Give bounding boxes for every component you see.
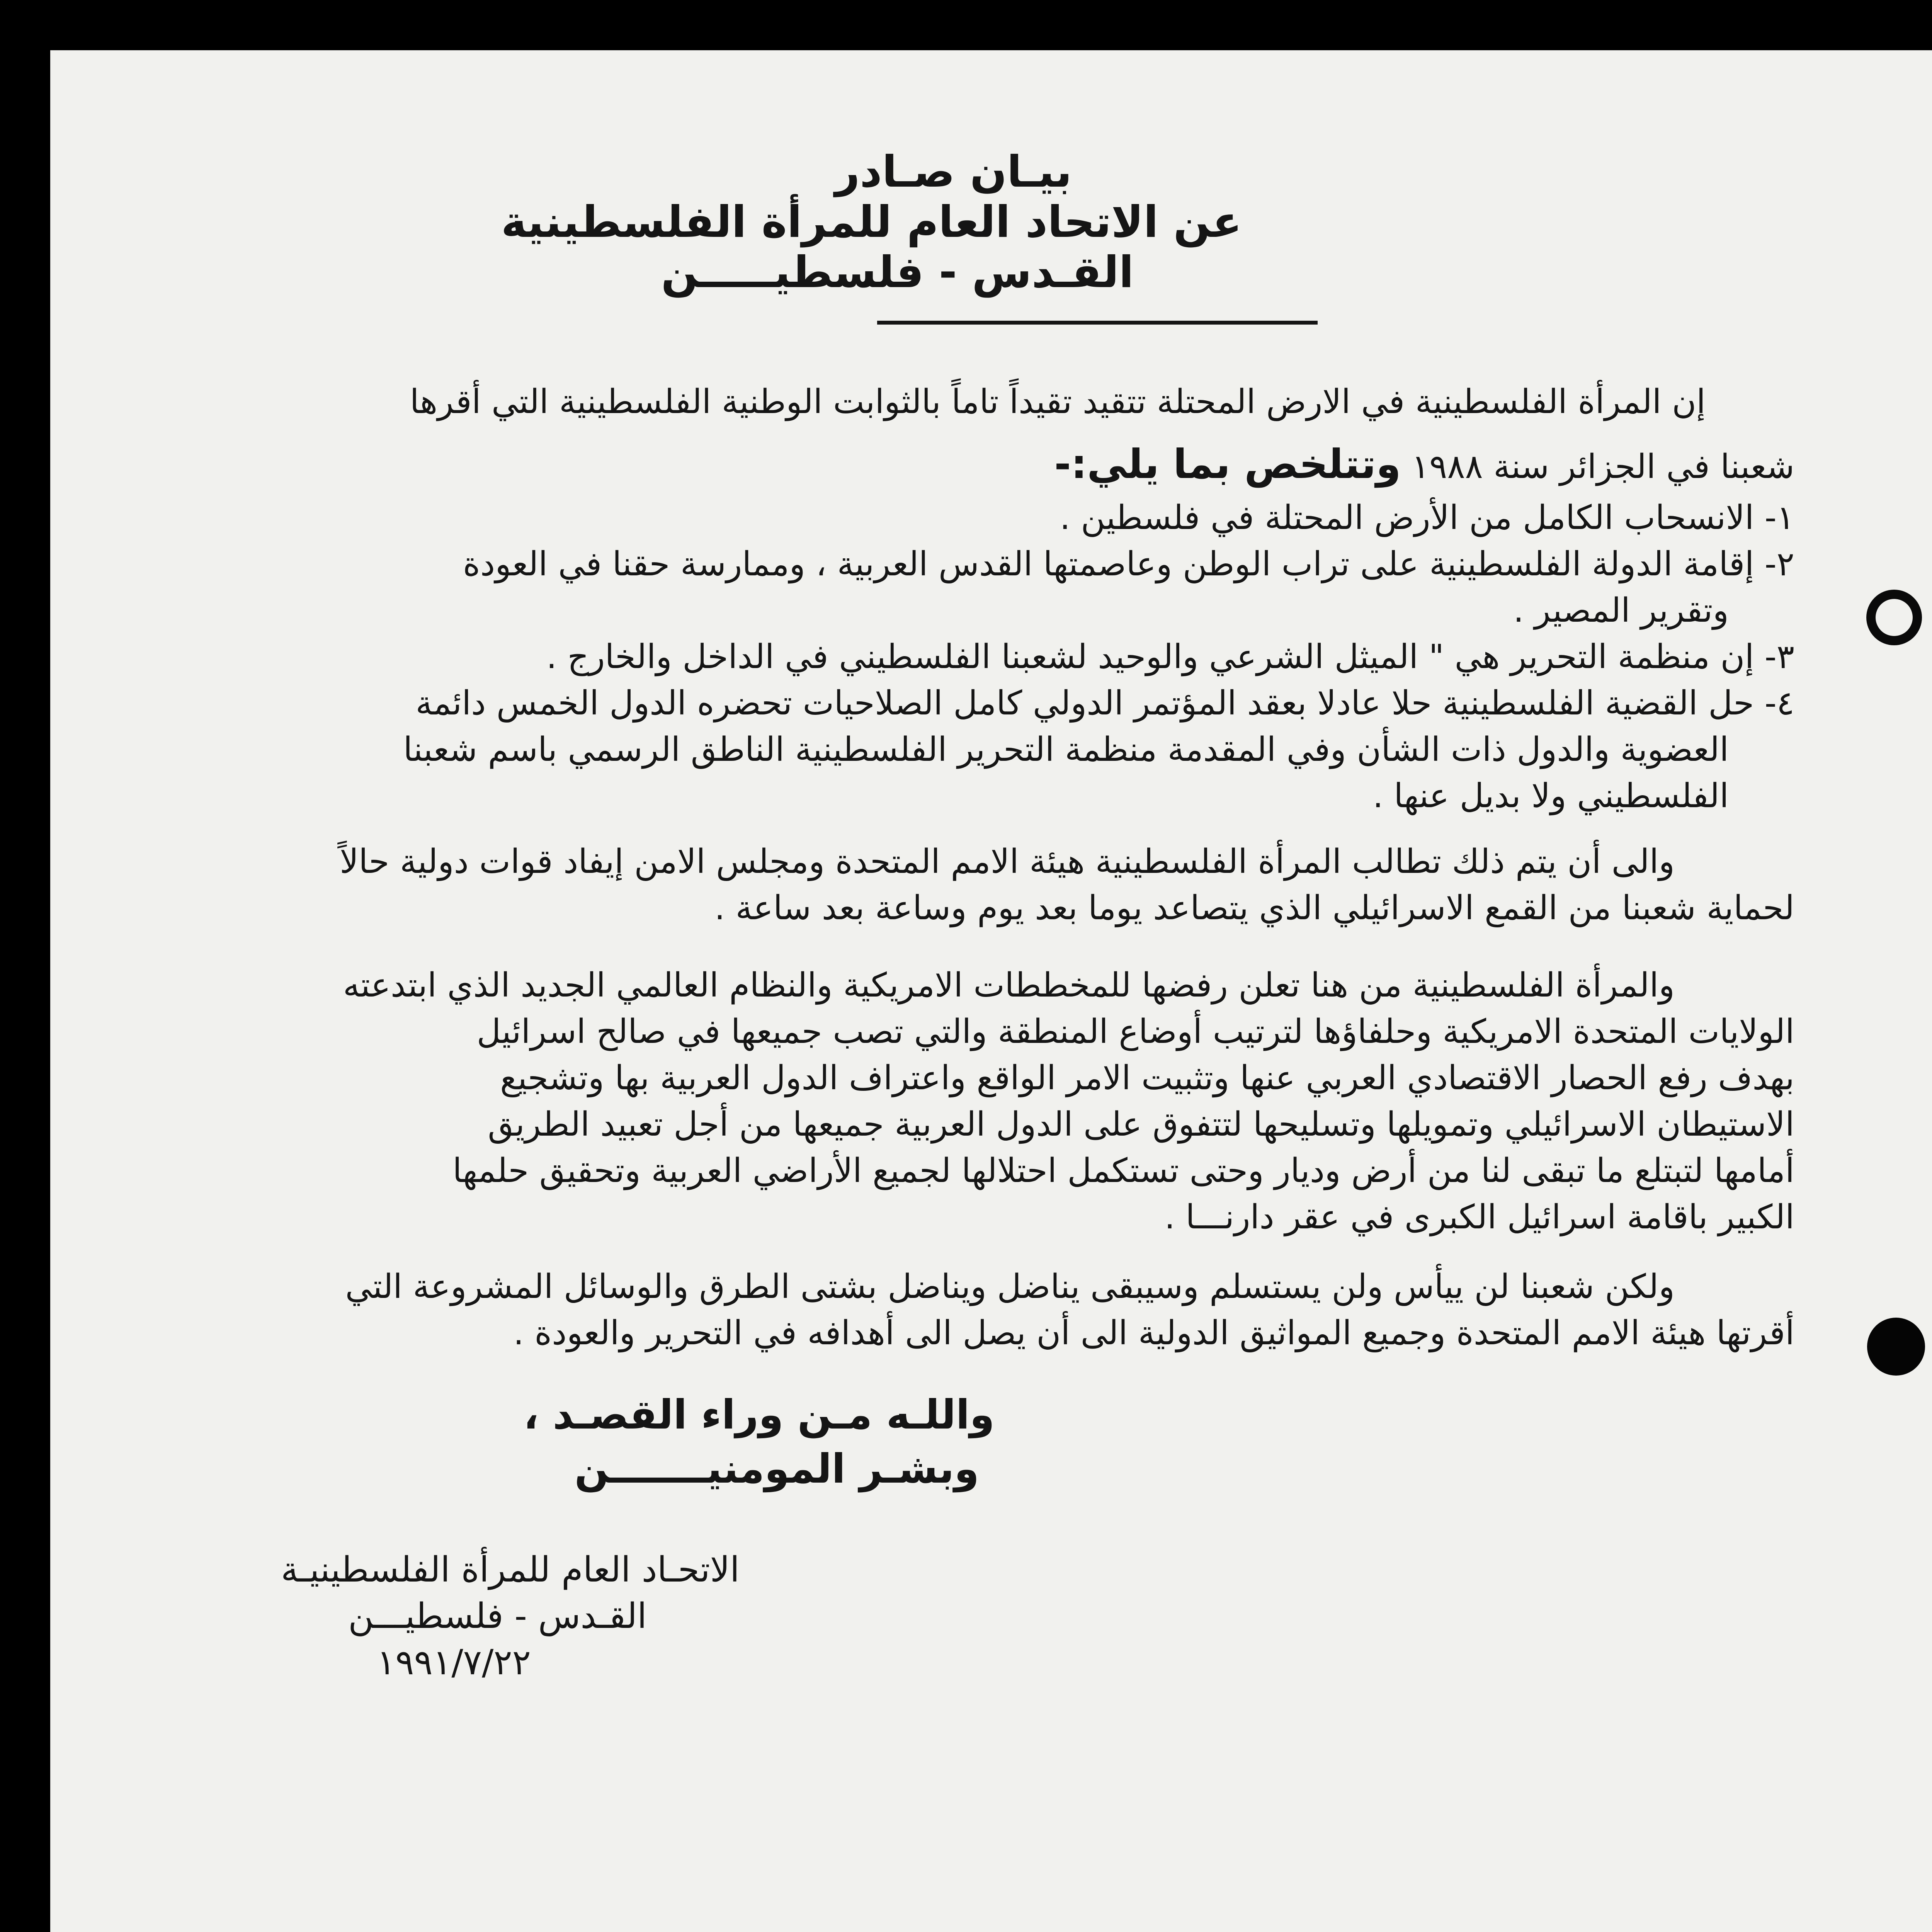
paragraph-3-line-4: الاستيطان الاسرائيلي وتمويلها وتسليحها لتتفوق على الدول العربية جميعها من أجل تعبيد الطريق: [488, 1105, 1794, 1144]
punch-hole-upper: [1866, 590, 1922, 645]
intro-line-2: [1054, 440, 1794, 488]
paragraph-3-line-3: بهدف رفع الحصار الاقتصادي العربي عنها وتثبيت الامر الواقع واعتراف الدول العربية بها وتشجيع: [500, 1059, 1794, 1097]
list-item-1: ١- الانسحاب الكامل من الأرض المحتلة في فلسطين .: [1060, 498, 1794, 537]
statement-title: بيـان صـادر: [835, 147, 1072, 197]
issuer-name: عن الاتحاد العام للمرأة الفلسطينية: [501, 197, 1242, 247]
paragraph-3-line-5: أمامها لتبتلع ما تبقى لنا من أرض وديار وحتى تستكمل احتلالها لجميع الأراضي العربية وتحقيق حلمها: [452, 1151, 1794, 1190]
signature-date: ١٩٩١/٧/٢٢: [376, 1642, 531, 1683]
document-page: [50, 50, 1932, 1932]
list-item-2-cont: وتقرير المصير .: [1513, 591, 1729, 630]
signature-place: القـدس - فلسطيـــن: [348, 1596, 647, 1636]
intro-line-2-emphasis: وتتلخص بما يلي:-: [1054, 440, 1401, 488]
heading-underline: [877, 321, 1318, 325]
intro-line-2-text: شعبنا في الجزائر سنة ١٩٨٨: [1411, 447, 1794, 486]
issuer-place: القـدس - فلسطيـــــن: [661, 247, 1134, 298]
paragraph-4-line-2: أقرتها هيئة الامم المتحدة وجميع المواثيق الدولية الى أن يصل الى أهدافه في التحرير والعودة .: [513, 1314, 1794, 1352]
paragraph-2-line-1: والى أن يتم ذلك تطالب المرأة الفلسطينية هيئة الامم المتحدة ومجلس الامن إيفاد قوات دولية حالاً: [340, 842, 1675, 881]
paragraph-3-line-1: والمرأة الفلسطينية من هنا تعلن رفضها للمخططات الامريكية والنظام العالمي الجديد الذي ابتدعته: [343, 966, 1675, 1005]
paragraph-2-line-2: لحماية شعبنا من القمع الاسرائيلي الذي يتصاعد يوما بعد يوم وساعة بعد ساعة .: [714, 889, 1794, 927]
list-item-4-cont-2: الفلسطيني ولا بديل عنها .: [1372, 777, 1729, 815]
paragraph-4-line-1: ولكن شعبنا لن ييأس ولن يستسلم وسيبقى يناضل ويناضل بشتى الطرق والوسائل المشروعة التي: [345, 1267, 1675, 1306]
intro-line-1: إن المرأة الفلسطينية في الارض المحتلة تتقيد تقيداً تاماً بالثوابت الوطنية الفلسطينية التي أقرها: [410, 383, 1706, 421]
list-item-2: ٢- إقامة الدولة الفلسطينية على تراب الوطن وعاصمتها القدس العربية ، وممارسة حقنا في العودة: [463, 545, 1794, 583]
list-item-4-cont-1: العضوية والدول ذات الشأن وفي المقدمة منظمة التحرير الفلسطينية الناطق الرسمي باسم شعبنا: [403, 730, 1729, 769]
closing-line-2: وبشـر المومنيـــــــن: [574, 1445, 979, 1492]
signature-org: الاتحـاد العام للمرأة الفلسطينيـة: [281, 1549, 740, 1590]
punch-hole-lower: [1867, 1318, 1925, 1376]
paragraph-3-line-6: الكبير باقامة اسرائيل الكبرى في عقر دارنـــا .: [1164, 1198, 1794, 1236]
list-item-4: ٤- حل القضية الفلسطينية حلا عادلا بعقد المؤتمر الدولي كامل الصلاحيات تحضره الدول الخمس دائمة: [415, 684, 1794, 723]
paragraph-3-line-2: الولايات المتحدة الامريكية وحلفاؤها لترتيب أوضاع المنطقة والتي تصب جميعها في صالح اسرائيل: [476, 1012, 1794, 1051]
list-item-3: ٣- إن منظمة التحرير هي " الميثل الشرعي والوحيد لشعبنا الفلسطيني في الداخل والخارج .: [546, 638, 1794, 676]
closing-line-1: واللـه مـن وراء القصـد ،: [523, 1391, 995, 1438]
